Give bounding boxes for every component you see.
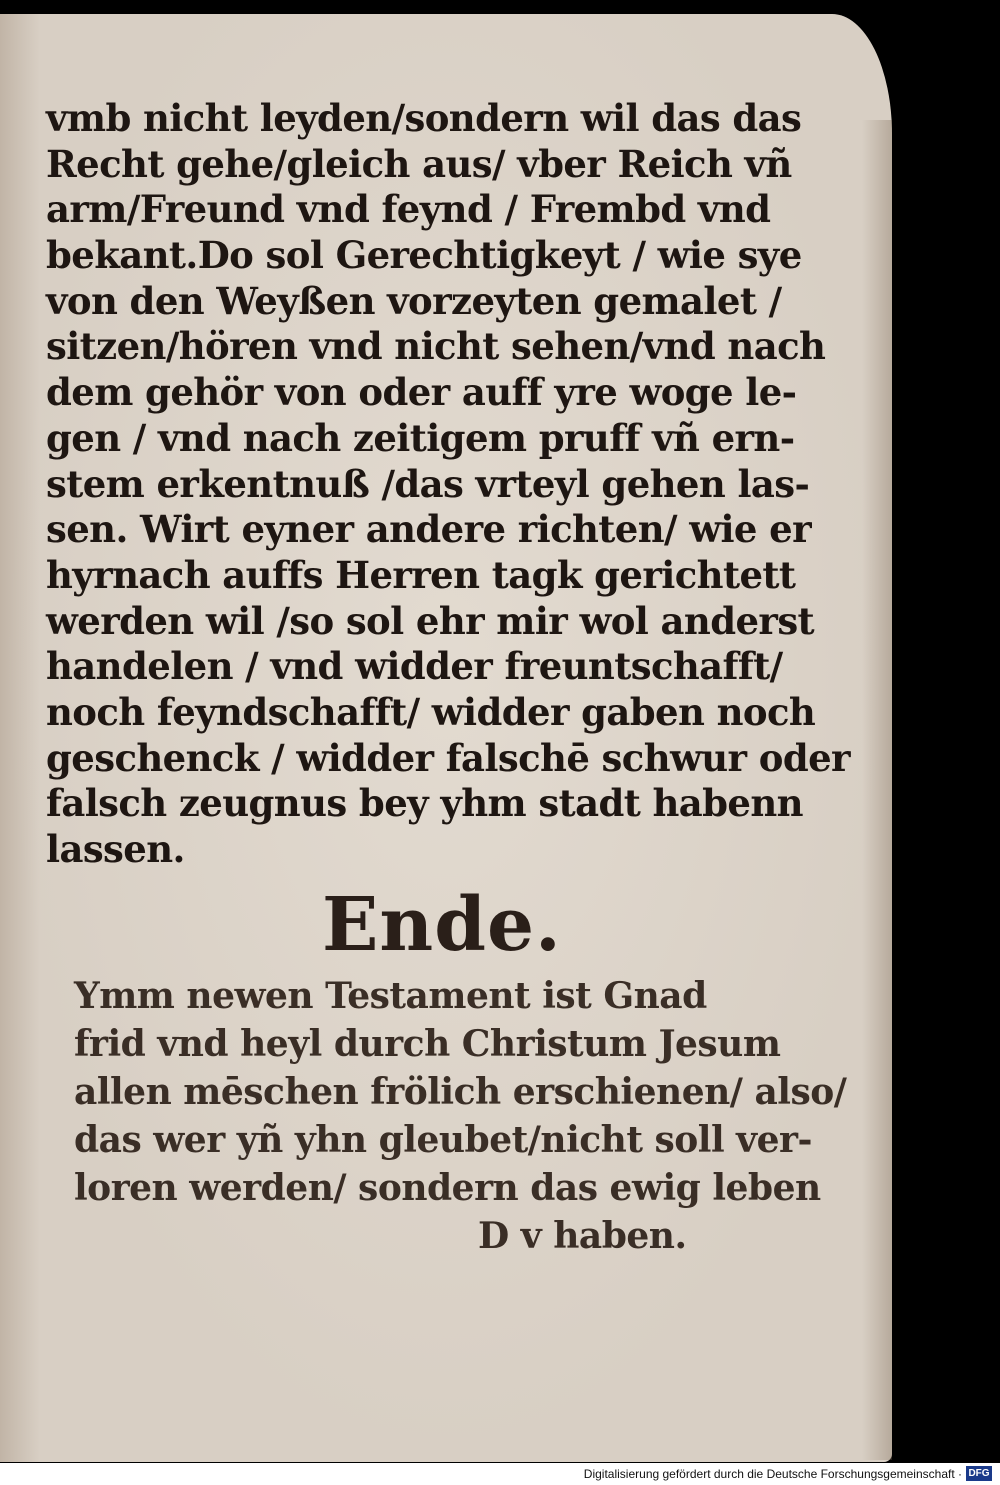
- text-line: dem gehör von oder auff yre woge le-: [46, 370, 797, 415]
- text-line: sitzen/hören vnd nicht sehen/vnd nach: [46, 324, 826, 369]
- closing-line-final: D v haben.: [478, 1215, 687, 1257]
- text-line: gen / vnd nach zeitigem pruff vñ ern-: [46, 415, 795, 460]
- text-line: stem erkentnuß /das vrteyl gehen las-: [46, 461, 810, 506]
- closing-line: allen mēschen frölich erschienen/ also/: [74, 1071, 847, 1113]
- closing-line: Ymm newen Testament ist Gnad: [74, 975, 707, 1017]
- text-line: hyrnach auffs Herren tagk gerichtett: [46, 552, 796, 597]
- text-line: bekant.Do sol Gerechtigkeyt / wie sye: [46, 233, 802, 278]
- text-line: arm/Freund vnd feynd / Frembd vnd: [46, 187, 771, 232]
- closing-text-block: [74, 972, 847, 1260]
- ende-heading: Ende.: [322, 882, 562, 968]
- closing-line: frid vnd heyl durch Christum Jesum: [74, 1023, 781, 1065]
- footer-credit: Digitalisierung gefördert durch die Deutsche Forschungsgemeinschaft ·: [583, 1467, 962, 1481]
- closing-line: loren werden/ sondern das ewig leben: [74, 1167, 821, 1209]
- text-line: falsch zeugnus bey yhm stadt habenn: [46, 781, 803, 826]
- text-line: geschenck / widder falschē schwur oder: [46, 735, 850, 780]
- text-line: von den Weyßen vorzeyten gemalet /: [46, 278, 782, 323]
- text-line: lassen.: [46, 827, 185, 871]
- closing-line: das wer yñ yhn gleubet/nicht soll ver-: [74, 1119, 812, 1161]
- main-text-block: [46, 96, 850, 873]
- page-edge-shadow: [862, 120, 892, 1460]
- text-line: sen. Wirt eyner andere richten/ wie er: [46, 507, 811, 552]
- text-line: handelen / vnd widder freuntschafft/: [46, 644, 783, 689]
- text-line: werden wil /so sol ehr mir wol anderst: [46, 598, 815, 643]
- text-line: noch feyndschafft/ widder gaben noch: [46, 689, 816, 734]
- text-line: vmb nicht leyden/sondern wil das das: [46, 96, 802, 140]
- dfg-logo: DFG: [966, 1466, 992, 1481]
- text-line: Recht gehe/gleich aus/ vber Reich vñ: [46, 141, 792, 186]
